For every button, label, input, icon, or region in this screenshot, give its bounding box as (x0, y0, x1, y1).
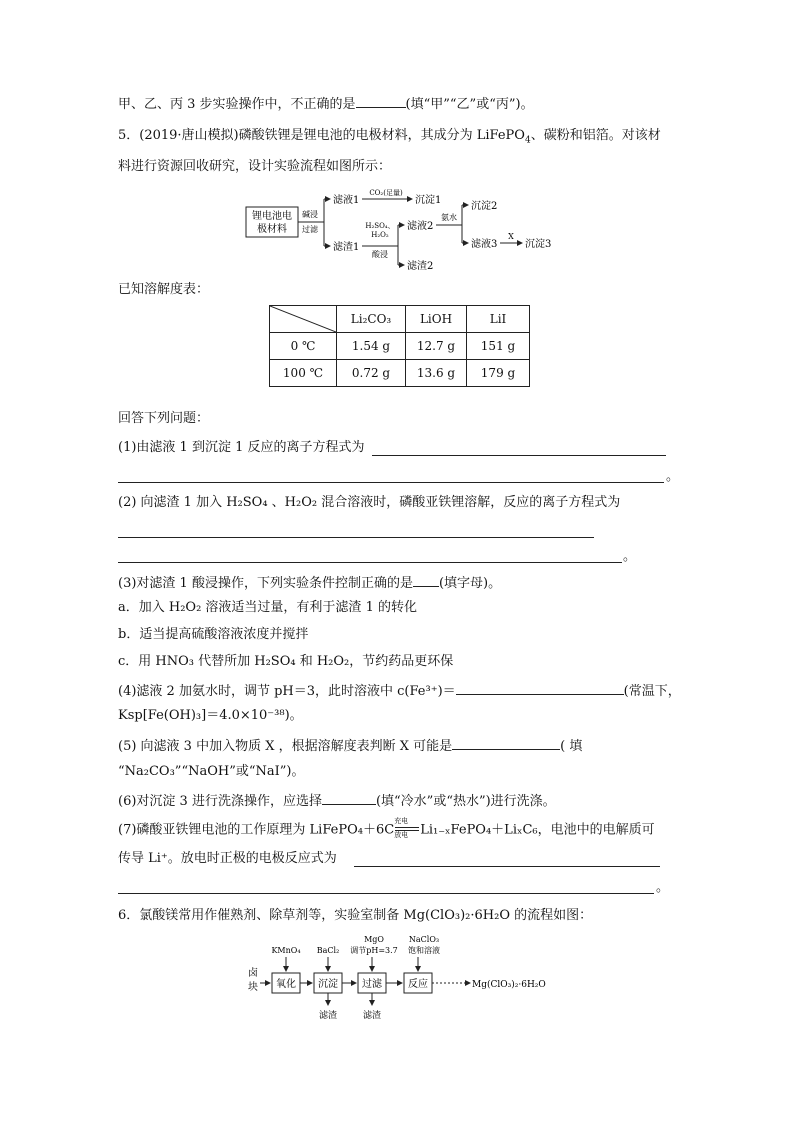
answer-blank[interactable] (118, 482, 664, 483)
q6-intro: 6．氯酸镁常用作催熟剂、除草剂等，实验室制备 Mg(ClO₃)₂·6H₂O 的流程如图： (118, 908, 593, 923)
answer-prompt: 回答下列问题： (118, 411, 210, 426)
option-a: a．加入 H₂O₂ 溶液适当过量，有利于滤渣 1 的转化 (118, 600, 417, 615)
sub-question-7-text: (7)磷酸亚铁锂电池的工作原理为 LiFePO₄＋6C (118, 822, 395, 838)
flow-label: 氨水 (441, 213, 457, 222)
flow-label: 过滤 (302, 225, 318, 234)
answer-blank[interactable] (413, 573, 439, 587)
sub-question-6 (118, 791, 556, 811)
flow-label: 滤液2 (407, 221, 434, 232)
table-cell: 0.72 g (337, 360, 406, 387)
table-row (270, 360, 530, 387)
sub-question-7-text-cont: Li₁₋ₓFePO₄＋LiₓC₆，电池中的电解质可 (420, 822, 655, 838)
sub-question-5 (118, 736, 582, 756)
table-cell: 0 ℃ (270, 333, 337, 360)
ksp-line: Ksp[Fe(OH)₃]＝4.0×10⁻³⁸)。 (118, 708, 303, 723)
diagonal-cell (270, 306, 337, 333)
answer-blank[interactable] (372, 455, 666, 456)
charge-label: 充电 (394, 817, 409, 825)
q5-intro-text-cont: 、碳粉和铝箔。对该材 (530, 128, 661, 143)
sub-question-6-text: (6)对沉淀 3 进行洗涤操作，应选择 (118, 794, 322, 809)
answer-blank[interactable] (456, 681, 624, 695)
table-cell: 13.6 g (406, 360, 467, 387)
sub-question-3-text: (3)对滤渣 1 酸浸操作，下列实验条件控制正确的是 (118, 576, 413, 591)
sub-question-5-text: (5) 向滤液 3 中加入物质 X ，根据溶解度表判断 X 可能是 (118, 739, 453, 754)
answer-blank[interactable] (356, 94, 406, 108)
table-header: LiOH (406, 306, 467, 333)
flow-label: 沉淀2 (471, 201, 498, 212)
flow-label: 反应 (408, 979, 428, 990)
flow-label: 卤 (248, 968, 258, 979)
flow-label: 酸浸 (372, 250, 388, 259)
q5-intro-line-2: 料进行资源回收研究，设计实验流程如图所示： (118, 159, 392, 174)
reversible-arrow (394, 817, 420, 839)
q4-tail-hint: (填“甲”“乙”或“丙”)。 (405, 97, 534, 112)
q6-flowchart (240, 930, 570, 1025)
q5-intro-line-1 (118, 127, 661, 150)
flow-label: 滤液1 (333, 195, 360, 206)
solubility-title: 已知溶解度表： (118, 282, 210, 297)
sub-question-4-text: (4)滤液 2 加氨水时，调节 pH＝3，此时溶液中 c(Fe³⁺)＝ (118, 684, 456, 699)
sub-question-4 (118, 681, 681, 701)
flow-label: BaCl₂ (316, 946, 340, 955)
flow-label: NaClO₃ (408, 935, 440, 944)
q4-tail-text: 甲、乙、丙 3 步实验操作中，不正确的是 (118, 97, 356, 112)
option-b: b．适当提高硫酸溶液浓度并搅拌 (118, 627, 309, 642)
flow-label: 过滤 (362, 979, 382, 990)
flow-label: 滤渣 (362, 1011, 382, 1021)
flow-label: 滤液3 (471, 239, 498, 250)
flow-label: CO₂(足量) (369, 189, 403, 197)
sub-question-1: (1)由滤液 1 到沉淀 1 反应的离子方程式为 (118, 440, 365, 455)
flow-label: X (508, 232, 514, 241)
flow-label: 锂电池电 (252, 211, 292, 222)
sub-question-7 (118, 817, 655, 840)
flow-label: 饱和溶液 (408, 946, 440, 955)
flow-label: KMnO₄ (271, 946, 301, 955)
period: 。 (623, 549, 637, 564)
flow-label: 滤渣 (318, 1011, 338, 1021)
table-header: LiI (467, 306, 530, 333)
flow-label: 滤渣1 (333, 242, 360, 253)
period: 。 (666, 469, 680, 484)
flow-label: 氧化 (276, 979, 296, 990)
flow-label: Mg(ClO₃)₂·6H₂O (472, 980, 546, 990)
answer-blank[interactable] (322, 791, 376, 805)
table-row (270, 333, 530, 360)
flow-label: 沉淀 (318, 979, 338, 990)
answer-blank[interactable] (118, 537, 594, 538)
sub-question-3 (118, 573, 501, 593)
answer-blank[interactable] (354, 866, 660, 867)
table-cell: 151 g (467, 333, 530, 360)
arrow-top (395, 827, 419, 828)
sub-question-5-options: “Na₂CO₃”“NaOH”或“NaI”)。 (118, 764, 305, 779)
sub-question-6-hint: (填“冷水”或“热水”)进行洗涤。 (375, 794, 556, 809)
table-header: Li₂CO₃ (337, 306, 406, 333)
flow-label: 沉淀3 (525, 239, 552, 250)
period: 。 (656, 880, 670, 895)
flow-label: 滤渣2 (407, 261, 434, 272)
sub-question-5-hint: ( 填 (560, 739, 583, 754)
flow-label: H₂O₂ (371, 231, 389, 239)
flow-label: 极材料 (257, 224, 287, 235)
answer-blank[interactable] (452, 736, 560, 750)
option-c: c．用 HNO₃ 代替所加 H₂SO₄ 和 H₂O₂，节约药品更环保 (118, 654, 454, 669)
q4-tail-line (118, 94, 534, 114)
table-cell: 12.7 g (406, 333, 467, 360)
solubility-table (269, 305, 530, 387)
table-cell: 100 ℃ (270, 360, 337, 387)
answer-blank[interactable] (118, 562, 622, 563)
sub-question-7-line2: 传导 Li⁺。放电时正极的电极反应式为 (118, 851, 337, 866)
flow-label: 碱浸 (302, 210, 318, 219)
table-cell: 179 g (467, 360, 530, 387)
flow-label: 块 (248, 982, 258, 993)
flow-label: 沉淀1 (415, 195, 442, 206)
sub-question-3-hint: (填字母)。 (438, 576, 502, 591)
table-cell: 1.54 g (337, 333, 406, 360)
answer-blank[interactable] (118, 893, 654, 894)
subscript-4: 4 (524, 135, 531, 146)
sub-question-2: (2) 向滤渣 1 加入 H₂SO₄ 、H₂O₂ 混合溶液时，磷酸亚铁锂溶解，反应的离子方程式为 (118, 495, 621, 510)
discharge-label: 放电 (394, 831, 409, 839)
flow-label: H₂SO₄、 (365, 222, 395, 230)
q5-intro-text: 5．(2019·唐山模拟)磷酸铁锂是锂电池的电极材料，其成分为 LiFePO (118, 128, 525, 143)
table-header-row (270, 306, 530, 333)
q5-flowchart (240, 185, 560, 275)
flow-label: MgO (364, 935, 384, 944)
flow-label: 调节pH=3.7 (350, 946, 398, 955)
sub-question-4-hint: (常温下， (623, 684, 681, 699)
